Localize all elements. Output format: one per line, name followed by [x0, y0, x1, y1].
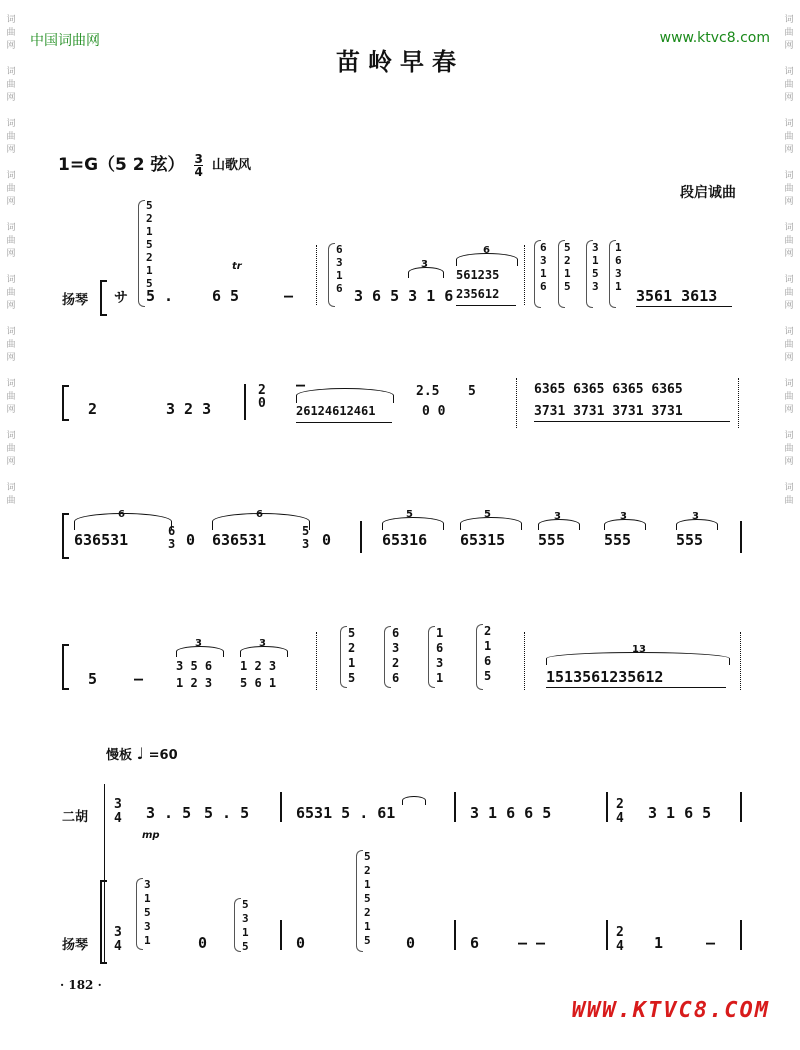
notes: 3 . 5 [146, 804, 192, 822]
rest: 0 [406, 934, 416, 952]
tempo-value: =60 [148, 748, 178, 763]
watermark-char: 词 [6, 275, 16, 285]
watermark-char: 曲 [6, 236, 16, 246]
arpeggio-brace [136, 878, 143, 950]
rest: 0 [296, 934, 306, 952]
watermark-char: 网 [6, 41, 16, 51]
repeat-barline [524, 245, 525, 305]
repeat-barline [738, 378, 739, 428]
barline [244, 384, 246, 420]
watermark-char: 词 [6, 67, 16, 77]
tuplet-number: 6 [483, 245, 490, 256]
score-title: 苗岭早春 [336, 47, 464, 76]
instrument-label-yangqin: 扬琴 [62, 293, 89, 308]
notes: 3 2 3 [166, 400, 212, 418]
beam [456, 305, 516, 306]
composer: 段启诚曲 [680, 185, 736, 201]
watermark-char: 曲 [6, 496, 16, 506]
rests: 0 0 [422, 404, 446, 419]
chord: 6 3 1 6 [540, 241, 547, 293]
tuplet-number: 3 [692, 511, 699, 522]
watermark-char: 网 [784, 457, 794, 467]
notes: 3 1 6 5 [648, 804, 712, 822]
group: 65316 [382, 531, 428, 549]
site-name-left[interactable]: 中国词曲网 [30, 33, 100, 49]
note: 2 [88, 400, 98, 418]
free-meter-mark: サ [114, 290, 128, 306]
stack: 3 5 6 1 2 3 [176, 659, 213, 690]
dash: – [296, 376, 306, 394]
barline [606, 920, 608, 950]
watermark-char: 网 [6, 145, 16, 155]
arpeggio-brace [138, 200, 145, 307]
note: 5 [88, 670, 98, 688]
chord: 5 2 1 5 2 1 5 [146, 199, 153, 290]
watermark-char: 曲 [6, 340, 16, 350]
beam [546, 687, 726, 688]
run-top: 561235 [456, 268, 500, 282]
tuplet-number: 3 [195, 638, 202, 649]
instrument-label-yangqin: 扬琴 [62, 938, 89, 953]
tuplet-arc [382, 517, 444, 530]
watermark-char: 曲 [6, 28, 16, 38]
watermark-char: 词 [784, 223, 794, 233]
chord: 5 3 1 5 [242, 898, 249, 953]
dash: – [706, 934, 716, 952]
staff-bracket [62, 644, 69, 690]
chord: 2 1 6 5 [484, 624, 492, 683]
chord: 5 2 1 5 [348, 626, 356, 685]
grace-note: 2.5 [416, 384, 440, 399]
barline [740, 521, 742, 553]
run: 26124612461 [296, 404, 376, 418]
meter: 3 4 [114, 797, 122, 826]
watermark-char: 曲 [784, 236, 794, 246]
watermark-char: 网 [6, 301, 16, 311]
chord: 1 6 3 1 [436, 626, 444, 685]
group: 636531 [212, 531, 267, 549]
watermark-char: 词 [784, 275, 794, 285]
repeat-barline [316, 632, 317, 690]
tuplet-number: 6 [256, 509, 263, 520]
note: 5 [468, 384, 476, 399]
note: 6 [470, 934, 480, 952]
watermark-char: 曲 [6, 132, 16, 142]
run-bottom: 235612 [456, 287, 500, 301]
meter-2-4: 2 4 [616, 925, 624, 954]
stack: 6 3 [168, 524, 176, 551]
watermark-char: 曲 [6, 184, 16, 194]
pattern-bottom: 3731 3731 3731 3731 [534, 404, 683, 419]
watermark-char: 网 [784, 197, 794, 207]
staff-bracket [100, 280, 107, 316]
chord: 3 1 5 3 [592, 241, 599, 293]
watermark-char: 词 [6, 483, 16, 493]
page-number: · 182 · [60, 978, 102, 992]
style-marking: 山歌风 [212, 158, 252, 173]
watermark-char: 曲 [6, 444, 16, 454]
watermark-char: 词 [784, 327, 794, 337]
chord: 6 3 2 6 [392, 626, 400, 685]
watermark-char: 词 [784, 483, 794, 493]
watermark-char: 曲 [784, 28, 794, 38]
note: 5 . [146, 287, 174, 305]
group: 636531 [74, 531, 129, 549]
watermark-char: 词 [784, 119, 794, 129]
repeat-barline [524, 632, 525, 690]
stack: 5 3 [302, 524, 310, 551]
site-url-right[interactable]: www.ktvc8.com [659, 30, 770, 46]
barline [280, 792, 282, 822]
notes: 3 1 6 6 5 [470, 804, 552, 822]
arpeggio-brace [476, 624, 483, 690]
watermark-char: 曲 [784, 444, 794, 454]
arpeggio-brace [356, 850, 363, 952]
watermark-char: 词 [6, 223, 16, 233]
tuplet-number: 3 [554, 511, 561, 522]
chord: 5 2 1 5 2 1 5 [364, 850, 371, 947]
arpeggio-brace [384, 626, 391, 688]
barline [606, 792, 608, 822]
staff-bracket [62, 385, 69, 421]
watermark-char: 网 [6, 93, 16, 103]
chord: 3 1 5 3 1 [144, 878, 151, 947]
watermark-char: 曲 [784, 288, 794, 298]
tempo-label: 慢板 [106, 748, 133, 763]
watermark-char: 曲 [784, 184, 794, 194]
barline [454, 920, 456, 950]
tuplet-number: 3 [421, 259, 428, 270]
dash: – [284, 287, 294, 305]
group: 555 [676, 531, 704, 549]
watermark-char: 网 [784, 353, 794, 363]
watermark-char: 词 [6, 431, 16, 441]
arpeggio-brace [340, 626, 347, 688]
chord: 6 3 1 6 [336, 243, 343, 295]
run: 1513561235612 [546, 668, 664, 686]
group: 555 [604, 531, 632, 549]
arpeggio-brace [234, 898, 241, 952]
watermark-char: 网 [6, 353, 16, 363]
tempo-marking [106, 744, 178, 763]
key-text: 1=G（5 2 弦） [58, 155, 185, 175]
quarter-note-icon: ♩ [136, 744, 145, 763]
repeat-barline [740, 632, 741, 690]
arpeggio-brace [328, 243, 335, 307]
watermark-char: 曲 [784, 132, 794, 142]
watermark-char: 词 [6, 171, 16, 181]
tuplet-number: 6 [118, 509, 125, 520]
arpeggio-brace [428, 626, 435, 688]
watermark-char: 网 [6, 197, 16, 207]
watermark-char: 曲 [784, 80, 794, 90]
watermark-char: 词 [784, 379, 794, 389]
watermark-char: 曲 [6, 392, 16, 402]
pattern-top: 6365 6365 6365 6365 [534, 382, 683, 397]
watermark-char: 网 [784, 145, 794, 155]
group: 555 [538, 531, 566, 549]
stack: 1 2 3 5 6 1 [240, 659, 277, 690]
watermark-char: 网 [784, 249, 794, 259]
meter: $\frac{3}{4}$ [194, 151, 203, 179]
watermark-char: 网 [6, 405, 16, 415]
tuplet-number: 3 [259, 638, 266, 649]
dashes: – – [518, 934, 546, 952]
stack: 2 0 [258, 383, 266, 411]
staff-bracket [100, 880, 107, 964]
barline [454, 792, 456, 822]
barline [280, 920, 282, 950]
watermark-char: 词 [784, 67, 794, 77]
notes: 5 . 5 [204, 804, 250, 822]
watermark-char: 曲 [784, 392, 794, 402]
watermark-char: 曲 [6, 288, 16, 298]
note: 1 [654, 934, 664, 952]
watermark-char: 网 [784, 405, 794, 415]
watermark-char: 网 [784, 41, 794, 51]
dash: – [134, 670, 144, 688]
watermark-char: 词 [6, 15, 16, 25]
rest: 0 [198, 934, 208, 952]
tuplet-number: 3 [620, 511, 627, 522]
watermark-char: 词 [784, 431, 794, 441]
staff-bracket [62, 513, 69, 559]
watermark-char: 词 [6, 119, 16, 129]
run: 3 6 5 3 1 6 [354, 287, 454, 305]
notes: 6531 5 . 61 [296, 804, 396, 822]
meter-2-4: 2 4 [616, 797, 624, 826]
key-signature [58, 150, 207, 178]
watermark-char: 网 [6, 249, 16, 259]
beam [296, 422, 392, 423]
tuplet-number: 5 [484, 509, 491, 520]
run: 3561 3613 [636, 287, 718, 305]
watermark-char: 曲 [6, 80, 16, 90]
dynamics: mp [142, 830, 160, 841]
repeat-barline [316, 245, 317, 305]
repeat-barline [516, 378, 517, 428]
slur [296, 388, 394, 403]
watermark-char: 曲 [784, 340, 794, 350]
watermark-char: 网 [6, 457, 16, 467]
chord: 5 2 1 5 [564, 241, 571, 293]
beam [534, 421, 730, 422]
tuplet-number: 13 [632, 644, 646, 655]
group: 65315 [460, 531, 506, 549]
slur [402, 796, 426, 805]
note: 6 5 [212, 287, 240, 305]
barline [740, 920, 742, 950]
site-logo[interactable]: WWW.KTVC8.COM [571, 998, 770, 1023]
trill-mark: tr [232, 261, 242, 272]
tuplet-number: 5 [406, 509, 413, 520]
watermark-char: 曲 [784, 496, 794, 506]
watermark-char: 网 [784, 301, 794, 311]
rest: 0 [322, 531, 332, 549]
barline [740, 792, 742, 822]
watermark-char: 词 [784, 15, 794, 25]
barline [360, 521, 362, 553]
watermark-char: 词 [6, 327, 16, 337]
watermark-char: 词 [6, 379, 16, 389]
watermark-char: 词 [784, 171, 794, 181]
beam [636, 306, 732, 307]
watermark-char: 网 [784, 93, 794, 103]
instrument-label-erhu: 二胡 [62, 810, 89, 825]
chord: 1 6 3 1 [615, 241, 622, 293]
tuplet-arc [460, 517, 522, 530]
rest: 0 [186, 531, 196, 549]
meter: 3 4 [114, 925, 122, 954]
